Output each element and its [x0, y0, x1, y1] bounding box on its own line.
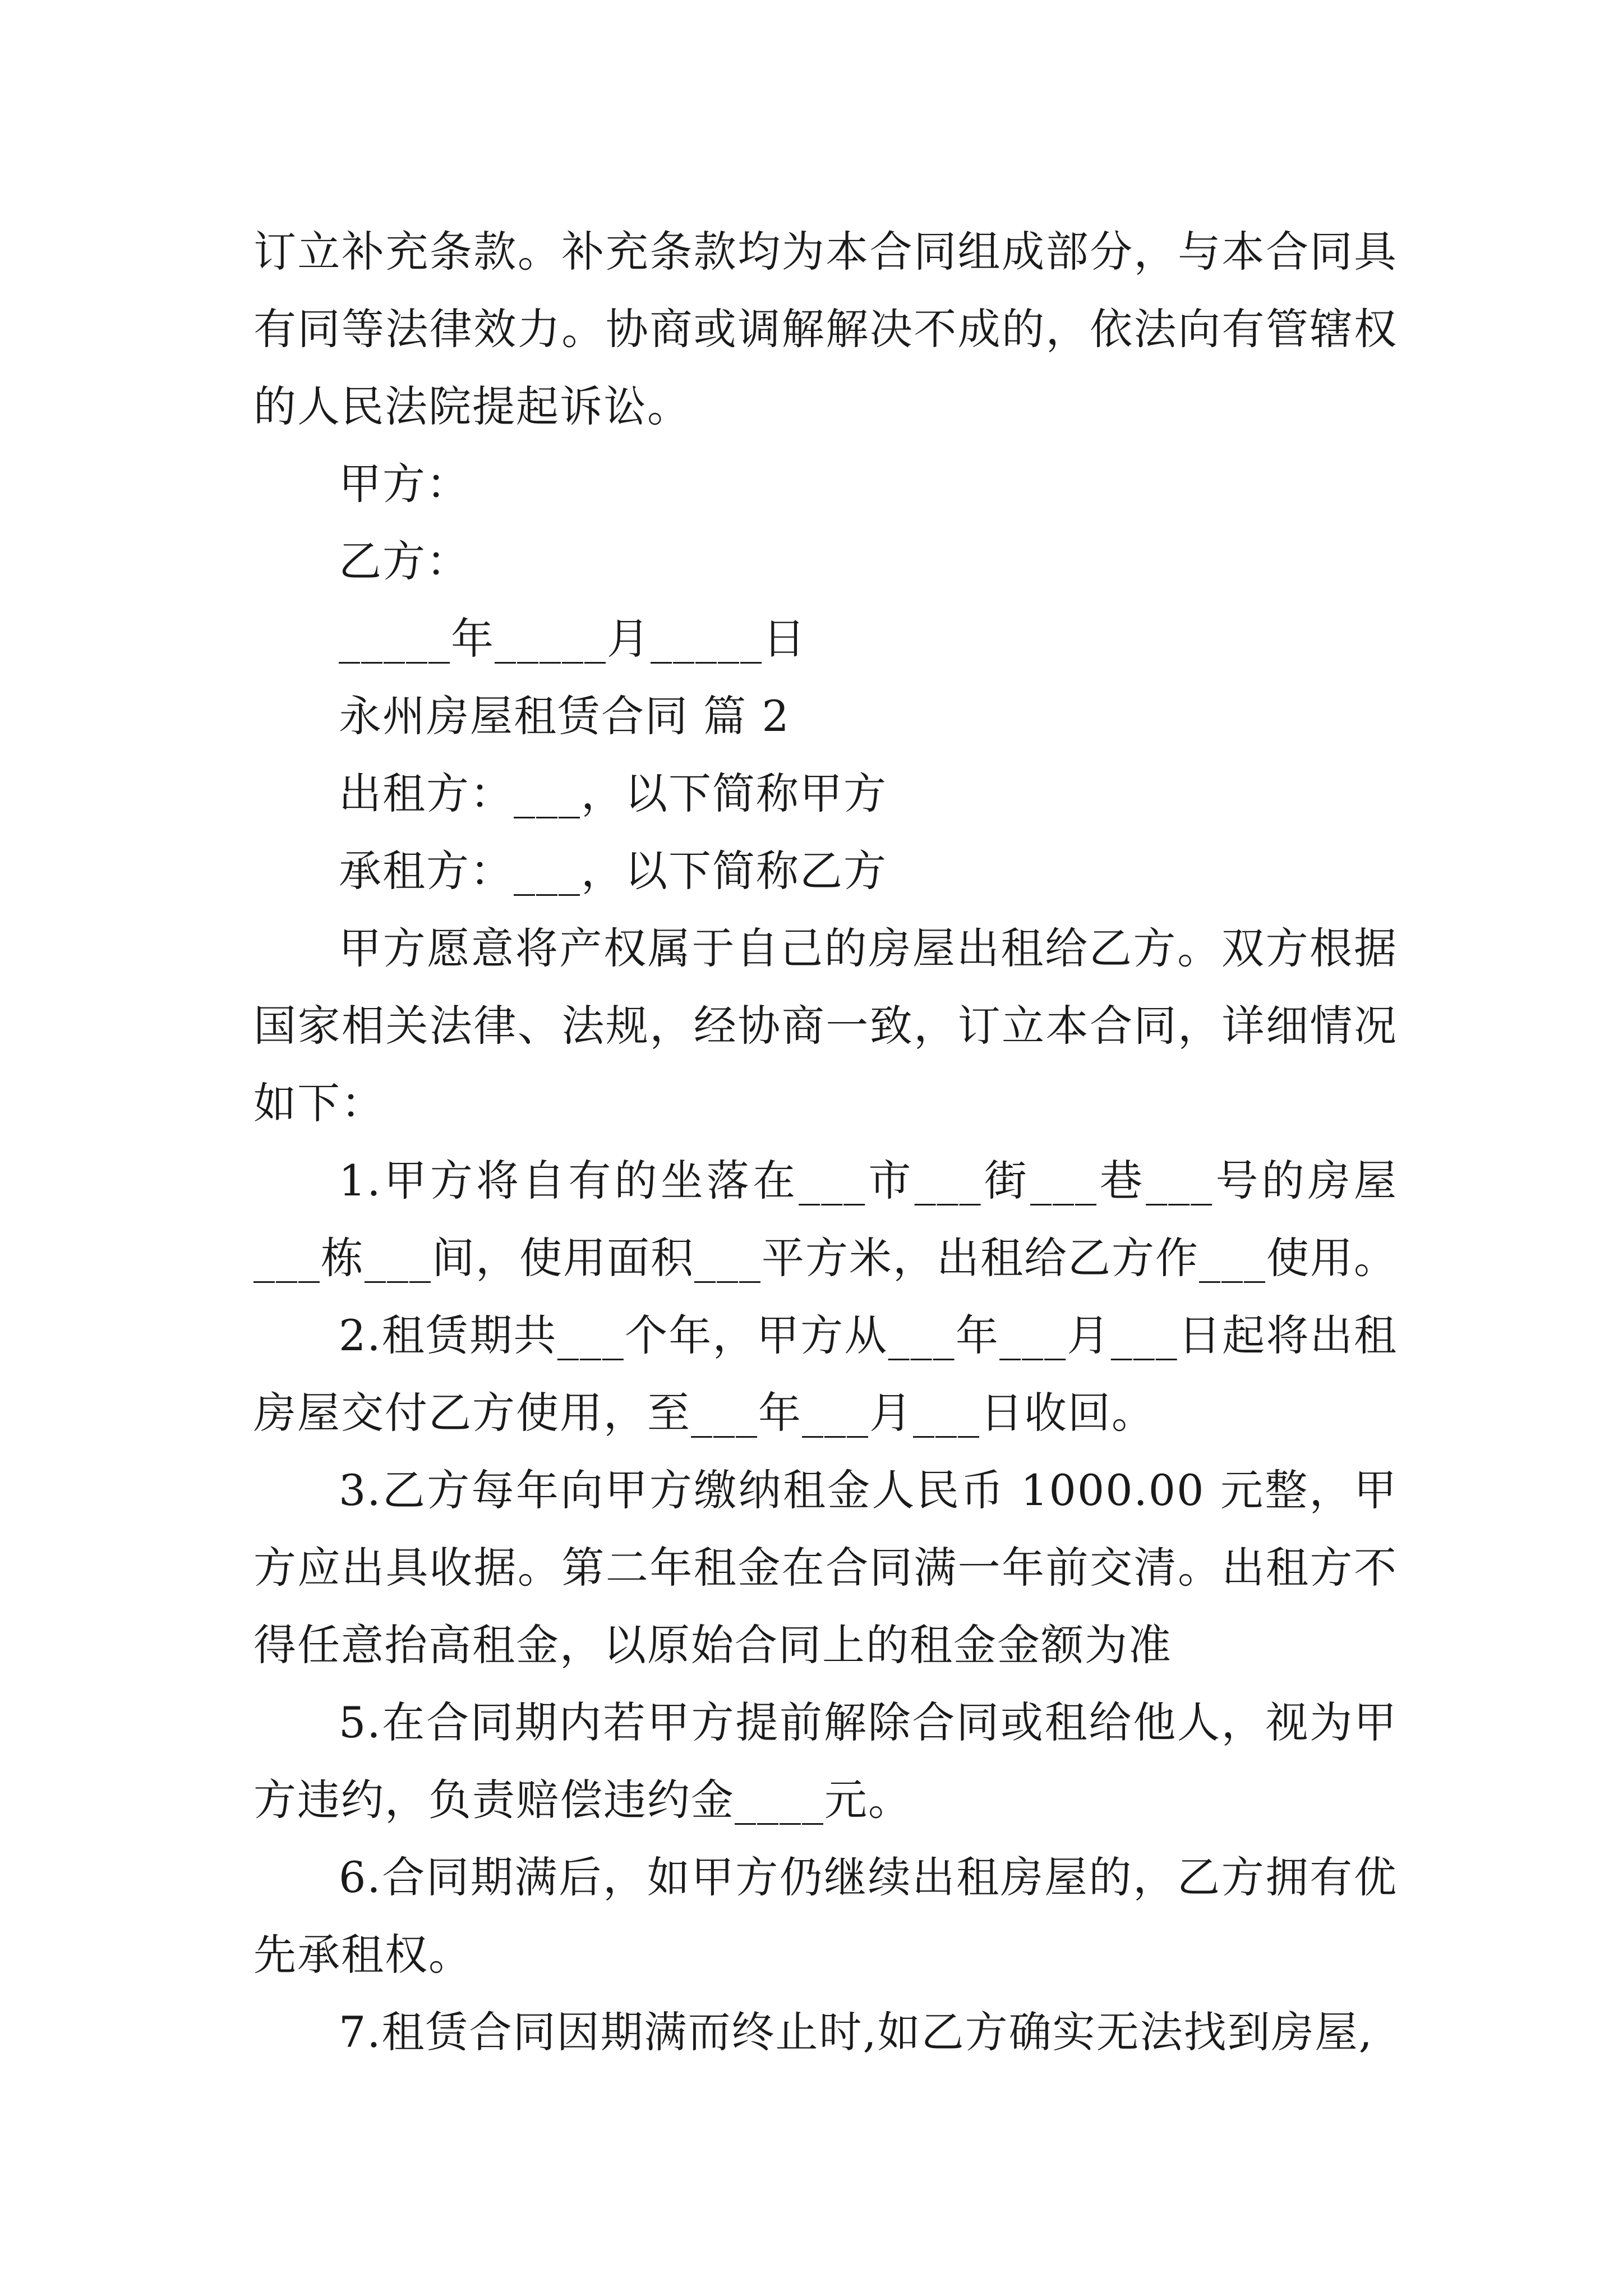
clause-7: 7.租赁合同因期满而终止时,如乙方确实无法找到房屋, [339, 2007, 1373, 2057]
document-body [253, 213, 1398, 2071]
paragraph-supplementary-terms: 订立补充条款。补充条款均为本合同组成部分，与本合同具有同等法律效力。协商或调解解决不成的，依法向有管辖权的人民法院提起诉讼。 [253, 227, 1398, 431]
date-line: _____年_____月_____日 [339, 614, 806, 664]
party-b-signature-line: 乙方： [339, 536, 470, 586]
clause-3: 3.乙方每年向甲方缴纳租金人民币 1000.00 元整，甲方应出具收据。第二年租金在合同满一年前交清。出租方不得任意抬高租金，以原始合同上的租金金额为准 [253, 1465, 1398, 1670]
paragraph-intro: 甲方愿意将产权属于自己的房屋出租给乙方。双方根据国家相关法律、法规，经协商一致，订立本合同，详细情况如下： [253, 923, 1398, 1128]
clause-2: 2.租赁期共___个年，甲方从___年___月___日起将出租房屋交付乙方使用，至___年___月___日收回。 [253, 1310, 1398, 1438]
clause-5: 5.在合同期内若甲方提前解除合同或租给他人，视为甲方违约，负责赔偿违约金____元。 [253, 1697, 1398, 1825]
lessee-line: 承租方：___，以下简称乙方 [339, 846, 887, 896]
clause-6: 6.合同期满后，如甲方仍继续出租房屋的，乙方拥有优先承租权。 [253, 1852, 1398, 1980]
clause-1: 1.甲方将自有的坐落在___市___街___巷___号的房屋___栋___间，使用面积___平方米，出租给乙方作___使用。 [253, 1156, 1398, 1283]
contract-heading: 永州房屋租赁合同 篇 2 [339, 691, 790, 741]
party-a-signature-line: 甲方： [339, 459, 470, 509]
lessor-line: 出租方：___，以下简称甲方 [339, 769, 887, 818]
